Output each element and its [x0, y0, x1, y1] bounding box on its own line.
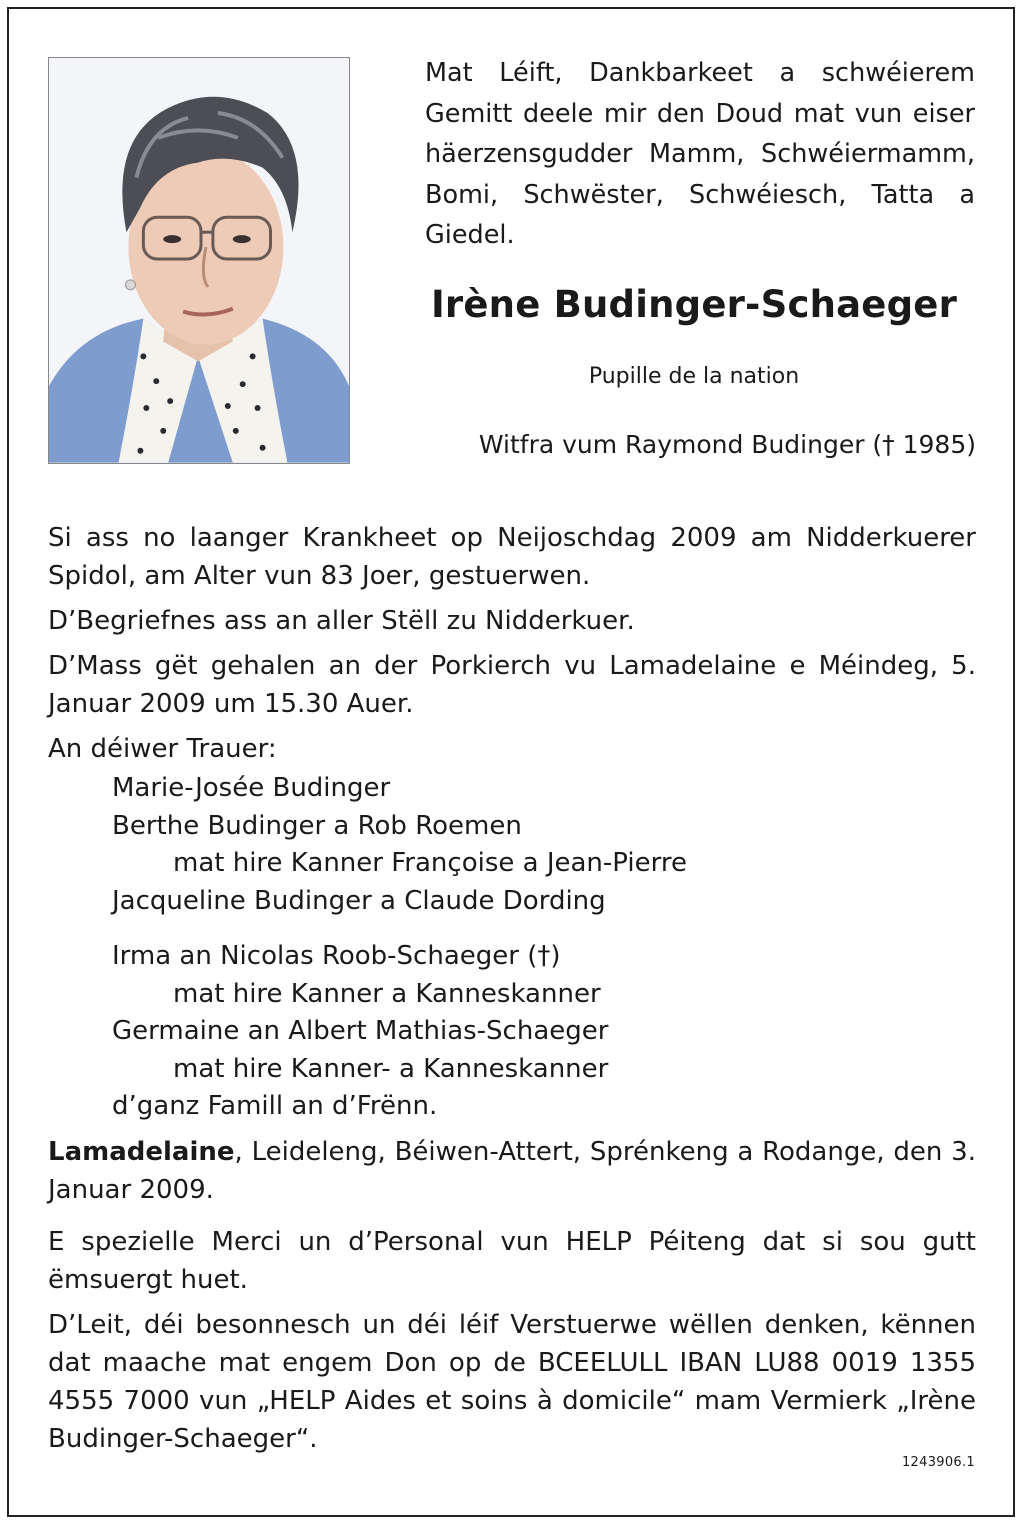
mourner-item: Jacqueline Budinger a Claude Dording	[112, 885, 606, 916]
mourner-item: Berthe Budinger a Rob Roemen	[112, 810, 522, 841]
mourner-item: Germaine an Albert Mathias-Schaeger	[112, 1016, 609, 1046]
death-paragraph: Si ass no laanger Krankheet op Neijoschdag 2009 am Nidderkuerer Spidol, am Alter vun 83 Joer, gestuerwen.	[48, 523, 976, 591]
thanks-paragraph: E spezielle Merci un d’Personal vun HELP Péiteng dat si sou gutt ëmsuergt huet.	[48, 1226, 976, 1295]
burial-paragraph: D’Begriefnes ass an aller Stëll zu Nidderkuer.	[48, 606, 635, 636]
mourner-item: d’ganz Famill an d’Frënn.	[112, 1091, 438, 1121]
intro-text: Mat Léift, Dankbarkeet a schwéierem Gemitt deele mir den Doud mat vun eiser häerzensgudder Mamm, Schwéiermamm, Bomi, Schwëster, Schwéiesch, Tatta a Giedel.	[425, 58, 975, 250]
obituary-body	[48, 519, 976, 1458]
subtitle: Pupille de la nation	[588, 364, 800, 389]
mourner-item: mat hire Kanner Françoise a Jean-Pierre	[173, 848, 687, 878]
place-rest: , Leideleng, Béiwen-Attert, Sprénkeng a Rodange, den 3. Januar 2009.	[48, 1136, 976, 1205]
portrait-photo	[48, 57, 350, 464]
mourner-item: Marie-Josée Budinger	[112, 773, 391, 803]
mourner-item: Irma an Nicolas Roob-Schaeger (†)	[112, 941, 561, 971]
portrait-icon	[49, 58, 349, 463]
mourners-list	[48, 770, 976, 1126]
mourning-intro: An déiwer Trauer:	[48, 734, 277, 764]
mourner-item: mat hire Kanner a Kanneskanner	[173, 978, 601, 1009]
reference-number: 1243906.1	[901, 1455, 975, 1470]
place-date-paragraph	[48, 1133, 976, 1209]
widow-line: Witfra vum Raymond Budinger († 1985)	[478, 430, 976, 459]
deceased-name: Irène Budinger-Schaeger	[430, 283, 958, 326]
donation-paragraph: D’Leit, déi besonnesch un déi léif Verstuerwe wëllen denken, kënnen dat maache mat engem Don op de BCEELULL IBAN LU88 0019 1355 4555 7000 vun „HELP Aides et soins à domicile“ mam Vermierk „Irène Budinger-Schaeger“.	[48, 1309, 976, 1454]
mourner-item: mat hire Kanner- a Kanneskanner	[173, 1053, 609, 1084]
place-bold: Lamadelaine	[48, 1136, 235, 1167]
mass-paragraph: D’Mass gët gehalen an der Porkierch vu Lamadelaine e Méindeg, 5. Januar 2009 um 15.30 Auer.	[48, 651, 976, 719]
